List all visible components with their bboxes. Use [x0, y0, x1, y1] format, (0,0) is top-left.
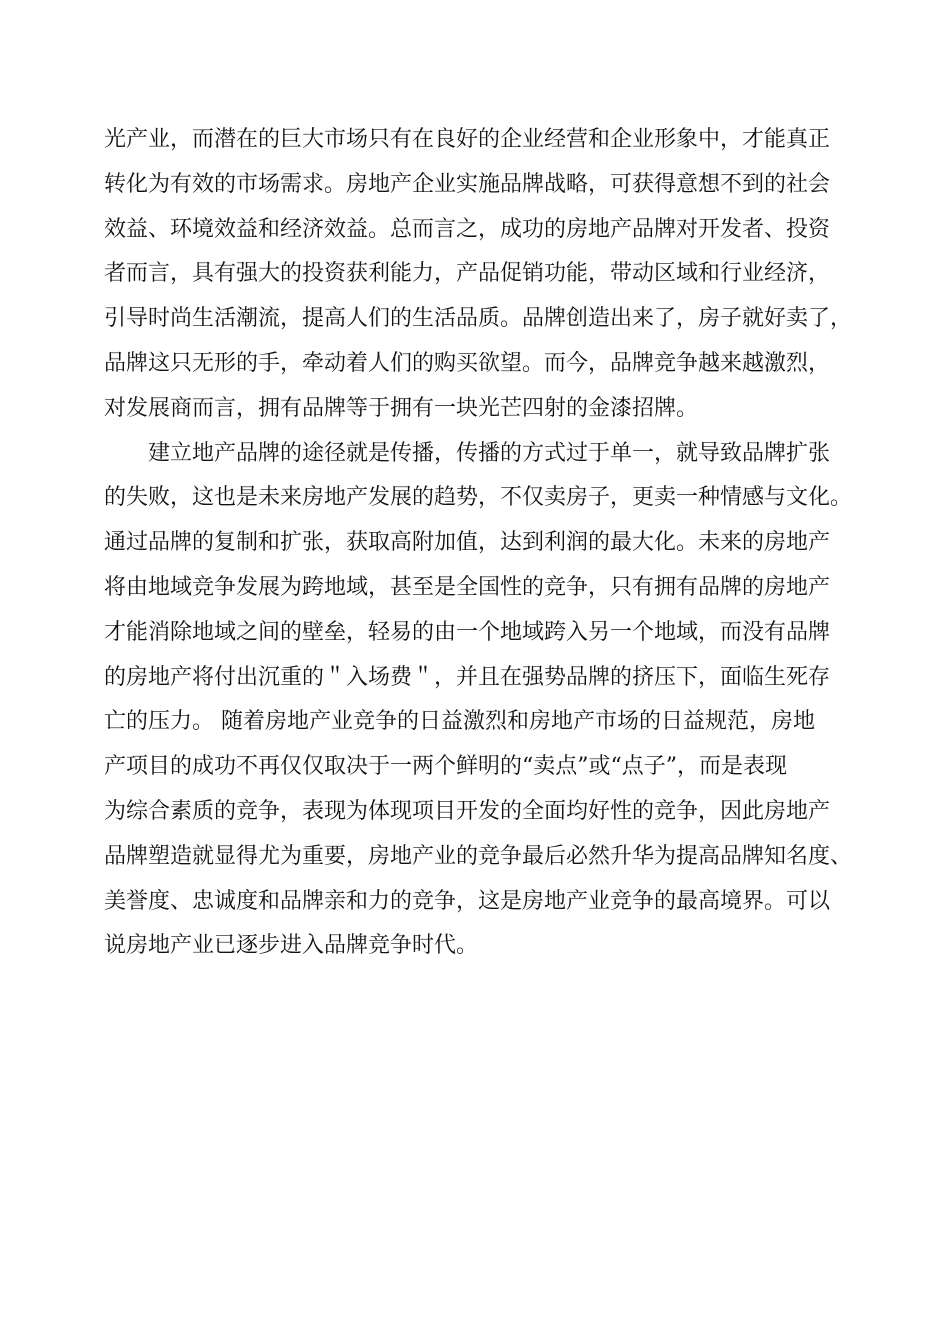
paragraph-line: 为综合素质的竞争，表现为体现项目开发的全面均好性的竞争，因此房地产 [104, 798, 831, 824]
paragraph-line: 转化为有效的市场需求。房地产企业实施品牌战略，可获得意想不到的社会 [104, 171, 831, 197]
paragraph-line: 引导时尚生活潮流，提高人们的生活品质。品牌创造出来了，房子就好卖了， [104, 306, 853, 332]
paragraph-line: 的失败，这也是未来房地产发展的趋势，不仅卖房子，更卖一种情感与文化。 [104, 485, 853, 511]
paragraph-line: 的房地产将付出沉重的＂入场费＂，并且在强势品牌的挤压下，面临生死存 [104, 664, 831, 690]
paragraph-line: 对发展商而言，拥有品牌等于拥有一块光芒四射的金漆招牌。 [104, 395, 699, 421]
paragraph-line: 产项目的成功不再仅仅取决于一两个鲜明的“卖点”或“点子”，而是表现 [104, 754, 787, 780]
paragraph-line: 品牌塑造就显得尤为重要，房地产业的竞争最后必然升华为提高品牌知名度、 [104, 843, 853, 869]
paragraph-2 [104, 432, 864, 970]
paragraph-line: 建立地产品牌的途径就是传播，传播的方式过于单一，就导致品牌扩张 [148, 440, 831, 466]
paragraph-line: 者而言，具有强大的投资获利能力，产品促销功能，带动区域和行业经济， [104, 261, 831, 287]
paragraph-line: 光产业，而潜在的巨大市场只有在良好的企业经营和企业形象中，才能真正 [104, 127, 831, 152]
paragraph-line: 亡的压力。 随着房地产业竞争的日益激烈和房地产市场的日益规范，房地 [104, 709, 815, 735]
paragraph-1 [104, 118, 864, 432]
paragraph-line: 品牌这只无形的手，牵动着人们的购买欲望。而今，品牌竞争越来越激烈， [104, 350, 831, 376]
paragraph-line: 将由地域竞争发展为跨地域，甚至是全国性的竞争，只有拥有品牌的房地产 [104, 574, 831, 600]
paragraph-line: 美誉度、忠诚度和品牌亲和力的竞争，这是房地产业竞争的最高境界。可以 [104, 888, 831, 914]
paragraph-line: 说房地产业已逐步进入品牌竞争时代。 [104, 933, 479, 959]
paragraph-line: 效益、环境效益和经济效益。总而言之，成功的房地产品牌对开发者、投资 [104, 216, 831, 242]
document-body [104, 118, 864, 969]
paragraph-line: 通过品牌的复制和扩张，获取高附加值，达到利润的最大化。未来的房地产 [104, 530, 831, 556]
paragraph-line: 才能消除地域之间的壁垒，轻易的由一个地域跨入另一个地域，而没有品牌 [104, 619, 831, 645]
